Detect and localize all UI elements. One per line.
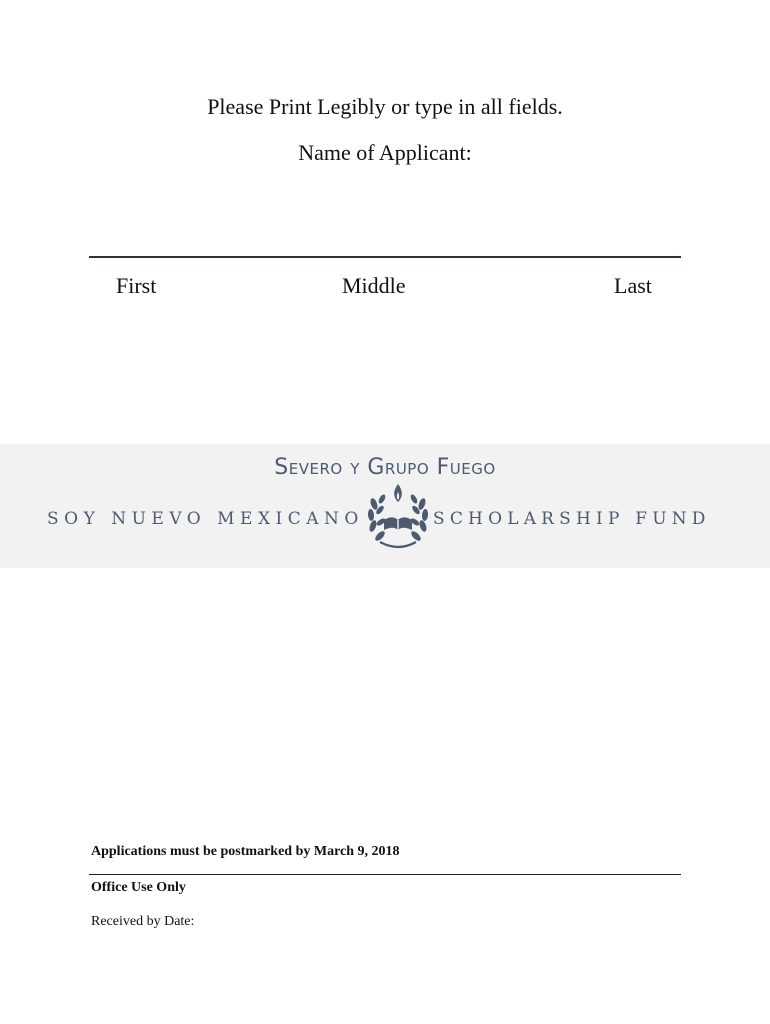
postmark-deadline: Applications must be postmarked by March 9, 2018 [91,844,400,859]
laurel-flame-book-seal-icon [362,478,434,552]
name-of-applicant-label: Name of Applicant: [298,140,472,165]
first-name-label: First [116,273,157,298]
logo-left-text: SOY NUEVO MEXICANO [47,509,364,529]
received-by-date-label: Received by Date: [91,914,195,929]
applicant-name-line[interactable] [89,256,681,258]
middle-name-label: Middle [342,273,406,298]
last-name-label: Last [614,273,652,298]
form-instruction: Please Print Legibly or type in all fields. [207,94,563,119]
office-use-heading: Office Use Only [91,880,186,895]
office-use-divider [89,874,681,875]
logo-top-text: Severo y Grupo Fuego [274,455,496,480]
logo-right-text: SCHOLARSHIP FUND [433,509,711,529]
